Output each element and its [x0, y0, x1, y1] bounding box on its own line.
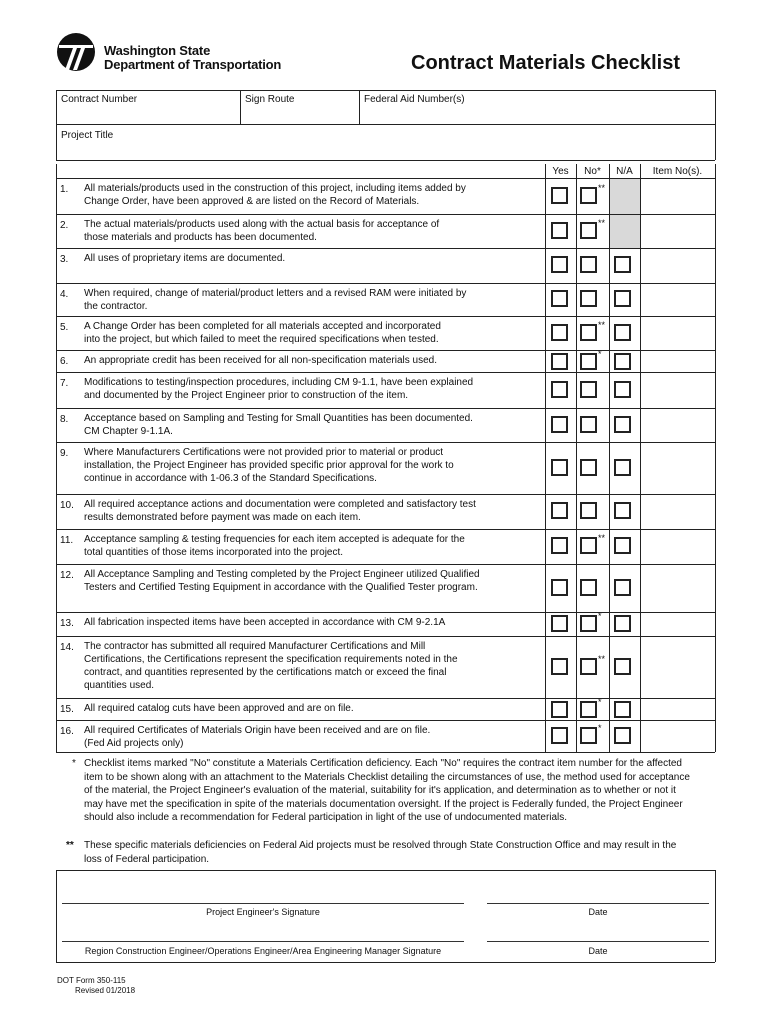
item-numbers-field[interactable]: [642, 700, 713, 718]
row-text-line: quantities used.: [84, 680, 155, 691]
na-checkbox[interactable]: [614, 381, 631, 398]
table-row: [84, 498, 554, 524]
pe-date-field[interactable]: [487, 882, 709, 902]
item-numbers-field[interactable]: [642, 216, 713, 246]
table-row: [84, 568, 554, 594]
yes-checkbox[interactable]: [551, 187, 568, 204]
yes-checkbox[interactable]: [551, 615, 568, 632]
row-number: 9.: [60, 448, 69, 459]
deficiency-mark: **: [598, 183, 606, 193]
row-text-line: continue in accordance with 1-06.3 of the Standard Specifications.: [84, 473, 377, 484]
table-row: [84, 252, 554, 265]
table-row: [84, 320, 554, 346]
row-number: 7.: [60, 378, 69, 389]
project-title-label: Project Title: [61, 130, 114, 141]
row-text-line: All fabrication inspected items have been accepted in accordance with CM 9-2.1A: [84, 617, 446, 628]
row-text-line: All required Certificates of Materials Origin have been received and are on file.: [84, 725, 431, 736]
table-row: [84, 533, 554, 559]
yes-checkbox[interactable]: [551, 658, 568, 675]
row-text-line: A Change Order has been completed for all materials accepted and incorporated: [84, 321, 441, 332]
federal-aid-field[interactable]: [360, 106, 714, 123]
item-numbers-field[interactable]: [642, 531, 713, 562]
na-checkbox[interactable]: [614, 290, 631, 307]
na-checkbox[interactable]: [614, 324, 631, 341]
row-text-line: Testers and Certified Testing Equipment in accordance with the Qualified Tester program.: [84, 582, 478, 593]
item-numbers-field[interactable]: [642, 614, 713, 634]
row-text-line: (Fed Aid projects only): [84, 738, 184, 749]
yes-checkbox[interactable]: [551, 579, 568, 596]
yes-checkbox[interactable]: [551, 701, 568, 718]
form-id: DOT Form 350-115: [57, 976, 126, 985]
column-header-no: No*: [584, 166, 601, 177]
na-checkbox[interactable]: [614, 459, 631, 476]
na-checkbox[interactable]: [614, 256, 631, 273]
yes-checkbox[interactable]: [551, 502, 568, 519]
footnote-double-text: These specific materials deficiencies on Federal Aid projects must be resolved through State Construction Office and may result in the loss of Federal participation.: [84, 840, 677, 865]
row-text-line: the contractor.: [84, 301, 148, 312]
project-title-field[interactable]: [57, 142, 714, 159]
footnote-single-mark: *: [72, 758, 76, 769]
no-checkbox[interactable]: [580, 187, 597, 204]
row-text-line: CM Chapter 9-1.1A.: [84, 426, 173, 437]
item-numbers-field[interactable]: [642, 722, 713, 750]
yes-checkbox[interactable]: [551, 353, 568, 370]
row-text-line: contract, and quantities represented by the certifications match or exceed the final: [84, 667, 447, 678]
region-signature-label: Region Construction Engineer/Operations Engineer/Area Engineering Manager Signature: [84, 946, 442, 956]
na-checkbox[interactable]: [614, 727, 631, 744]
no-checkbox[interactable]: [580, 579, 597, 596]
sign-route-label: Sign Route: [245, 94, 295, 105]
row-text-line: Acceptance sampling & testing frequencies for each item accepted is adequate for the: [84, 534, 465, 545]
na-checkbox[interactable]: [614, 502, 631, 519]
row-text-line: All required catalog cuts have been approved and are on file.: [84, 703, 354, 714]
row-number: 5.: [60, 322, 69, 333]
column-header-na: N/A: [616, 166, 633, 177]
item-numbers-field[interactable]: [642, 285, 713, 314]
pe-signature-label: Project Engineer's Signature: [206, 907, 320, 917]
row-number: 2.: [60, 220, 69, 231]
item-numbers-field[interactable]: [642, 374, 713, 406]
agency-name-line2: Department of Transportation: [104, 57, 282, 72]
deficiency-mark: **: [598, 218, 606, 228]
row-text-line: All materials/products used in the construction of this project, including items added by: [84, 183, 466, 194]
na-checkbox[interactable]: [614, 701, 631, 718]
item-numbers-field[interactable]: [642, 352, 713, 370]
item-numbers-field[interactable]: [642, 410, 713, 440]
na-checkbox[interactable]: [614, 579, 631, 596]
contract-number-label: Contract Number: [61, 94, 138, 105]
footnote-double-mark: **: [66, 840, 74, 851]
region-signature-field[interactable]: [62, 920, 464, 940]
footnote-single-text: Checklist items marked "No" constitute a Materials Certification deficiency. Each "No" requires the contract item number for the affected item to be shown along with an attachment to the Materials Checklist detailing the circumstances of use, the method used for acceptance of the material, the Project Engineer's evaluation of the material, suitability for it's application, and determination as to whether or not it may have met the specification in spite of the materials documentation oversight. If the project is Federally funded, the Project Engineer should also include a recommendation for Federal participation in light of the use of undocumented materials.: [84, 758, 690, 824]
table-row: [84, 182, 554, 208]
item-numbers-field[interactable]: [642, 496, 713, 527]
row-number: 10.: [60, 500, 74, 511]
yes-checkbox[interactable]: [551, 381, 568, 398]
column-header-yes: Yes: [552, 166, 569, 177]
deficiency-mark: **: [598, 654, 606, 664]
yes-checkbox[interactable]: [551, 324, 568, 341]
item-numbers-field[interactable]: [642, 638, 713, 696]
row-text-line: installation, the Project Engineer has provided specific prior approval for the work to: [84, 460, 454, 471]
yes-checkbox[interactable]: [551, 222, 568, 239]
na-checkbox[interactable]: [614, 658, 631, 675]
no-checkbox[interactable]: [580, 701, 597, 718]
row-text-line: All uses of proprietary items are documented.: [84, 253, 286, 264]
row-text-line: Modifications to testing/inspection procedures, including CM 9-1.1, have been explained: [84, 377, 474, 388]
table-row: [84, 702, 554, 715]
table-row: [84, 287, 554, 313]
row-text-line: Acceptance based on Sampling and Testing for Small Quantities has been documented.: [84, 413, 473, 424]
no-checkbox[interactable]: [580, 353, 597, 370]
item-numbers-field[interactable]: [642, 444, 713, 492]
row-text-line: total quantities of those items incorporated into the project.: [84, 547, 344, 558]
item-numbers-field[interactable]: [642, 250, 713, 281]
row-number: 15.: [60, 704, 74, 715]
wsdot-logo: [56, 32, 96, 72]
row-number: 11.: [60, 535, 74, 546]
row-text-line: An appropriate credit has been received for all non-specification materials used.: [84, 355, 437, 366]
row-text-line: Where Manufacturers Certifications were not provided prior to material or product: [84, 447, 444, 458]
na-checkbox[interactable]: [614, 615, 631, 632]
no-checkbox[interactable]: [580, 658, 597, 675]
no-checkbox[interactable]: [580, 222, 597, 239]
table-row: [84, 724, 554, 750]
item-numbers-field[interactable]: [642, 566, 713, 610]
wsdot-logo-icon: [56, 32, 96, 72]
agency-name-line1: Washington State: [104, 43, 211, 58]
table-row: [84, 376, 554, 402]
table-row: [84, 640, 554, 692]
deficiency-mark: *: [598, 723, 602, 733]
column-header-items: Item No(s).: [652, 166, 703, 177]
yes-checkbox[interactable]: [551, 727, 568, 744]
no-checkbox[interactable]: [580, 290, 597, 307]
deficiency-mark: **: [598, 533, 606, 543]
na-checkbox[interactable]: [614, 416, 631, 433]
table-row: [84, 412, 554, 438]
no-checkbox[interactable]: [580, 537, 597, 554]
yes-checkbox[interactable]: [551, 537, 568, 554]
region-date-label: Date: [588, 946, 608, 956]
pe-date-label: Date: [588, 907, 608, 917]
na-checkbox[interactable]: [614, 537, 631, 554]
item-numbers-field[interactable]: [642, 318, 713, 348]
row-number: 8.: [60, 414, 69, 425]
row-number: 12.: [60, 570, 74, 581]
region-date-field[interactable]: [487, 920, 709, 940]
no-checkbox[interactable]: [580, 324, 597, 341]
pe-signature-field[interactable]: [62, 882, 464, 902]
no-checkbox[interactable]: [580, 502, 597, 519]
row-text-line: When required, change of material/product letters and a revised RAM were initiated by: [84, 288, 467, 299]
deficiency-mark: **: [598, 320, 606, 330]
row-text-line: All Acceptance Sampling and Testing completed by the Project Engineer utilized Qualified: [84, 569, 480, 580]
sign-route-field[interactable]: [241, 106, 358, 123]
no-checkbox[interactable]: [580, 381, 597, 398]
no-checkbox[interactable]: [580, 256, 597, 273]
row-number: 6.: [60, 356, 69, 367]
row-text-line: and documented by the Project Engineer prior to construction of the item.: [84, 390, 409, 401]
row-text-line: into the project, but which failed to meet the required specifications when tested.: [84, 334, 439, 345]
yes-checkbox[interactable]: [551, 290, 568, 307]
form-revised: Revised 01/2018: [75, 986, 136, 995]
table-row: [84, 616, 554, 629]
row-number: 3.: [60, 254, 69, 265]
federal-aid-label: Federal Aid Number(s): [364, 94, 465, 105]
row-text-line: results demonstrated before payment was made on each item.: [84, 512, 361, 523]
yes-checkbox[interactable]: [551, 459, 568, 476]
table-row: [84, 446, 554, 485]
yes-checkbox[interactable]: [551, 256, 568, 273]
yes-checkbox[interactable]: [551, 416, 568, 433]
row-number: 4.: [60, 289, 69, 300]
table-row: [84, 218, 554, 244]
row-text-line: those materials and products has been documented.: [84, 232, 317, 243]
row-number: 13.: [60, 618, 74, 629]
deficiency-mark: *: [598, 611, 602, 621]
no-checkbox[interactable]: [580, 615, 597, 632]
row-text-line: The actual materials/products used along with the actual basis for acceptance of: [84, 219, 440, 230]
item-numbers-field[interactable]: [642, 180, 713, 212]
row-number: 14.: [60, 642, 74, 653]
no-checkbox[interactable]: [580, 459, 597, 476]
row-number: 1.: [60, 184, 69, 195]
row-text-line: Change Order, have been approved & are listed on the Record of Materials.: [84, 196, 420, 207]
row-text-line: Certifications, the Certifications represent the specification requirements noted in the: [84, 654, 458, 665]
table-row: [84, 354, 554, 367]
row-number: 16.: [60, 726, 74, 737]
deficiency-mark: *: [598, 349, 602, 359]
form-title: Contract Materials Checklist: [411, 52, 680, 74]
na-checkbox[interactable]: [614, 353, 631, 370]
no-checkbox[interactable]: [580, 727, 597, 744]
row-text-line: The contractor has submitted all required Manufacturer Certifications and Mill: [84, 641, 426, 652]
deficiency-mark: *: [598, 697, 602, 707]
no-checkbox[interactable]: [580, 416, 597, 433]
contract-number-field[interactable]: [57, 106, 239, 123]
row-text-line: All required acceptance actions and documentation were completed and satisfactory test: [84, 499, 476, 510]
